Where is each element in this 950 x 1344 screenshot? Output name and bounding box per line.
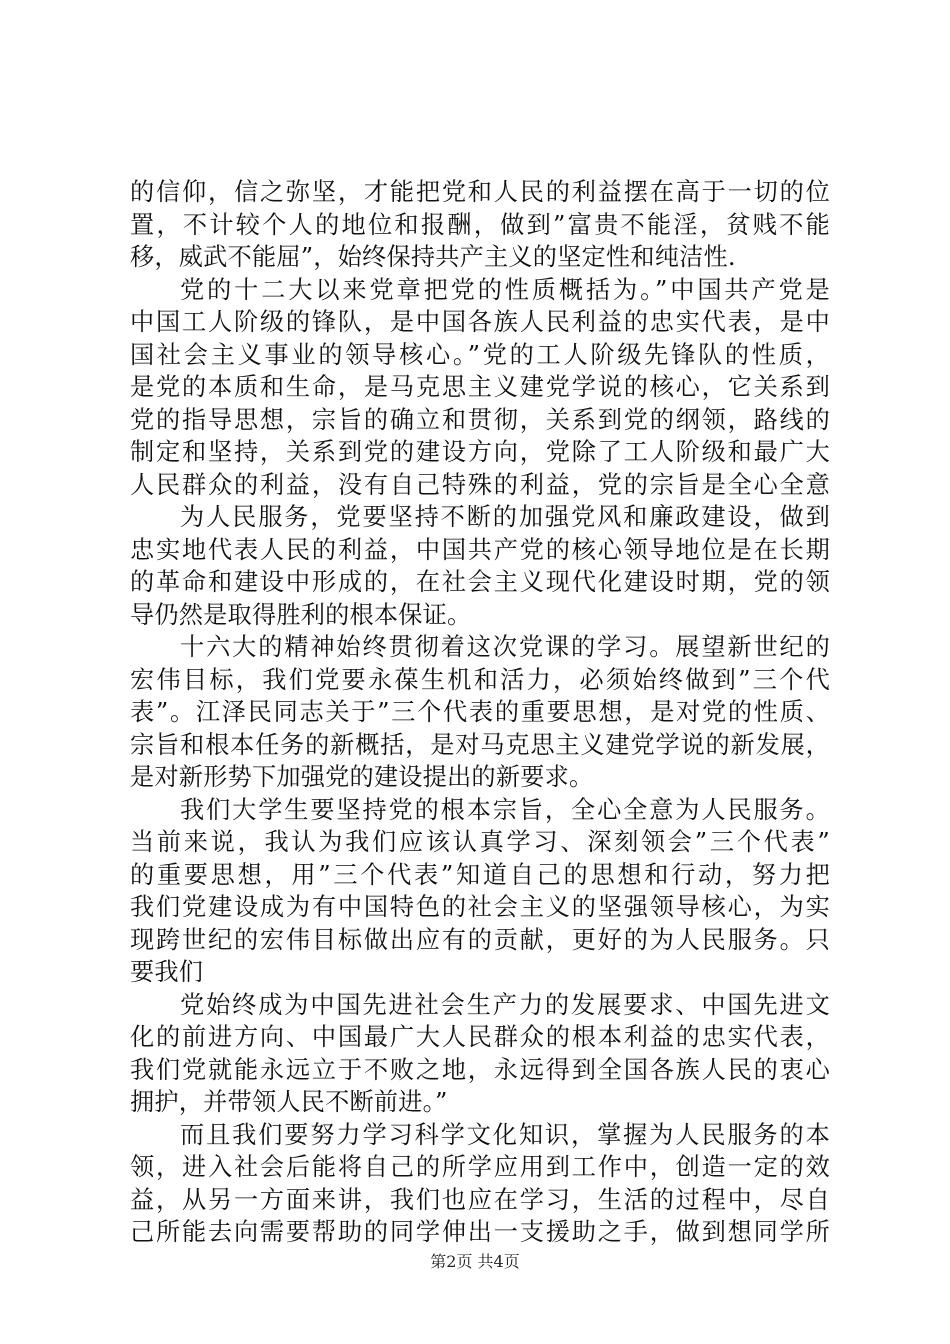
text-line: 移，威武不能屈”，始终保持共产主义的坚定性和纯洁性. <box>130 243 736 271</box>
text-line: 人民群众的利益，没有自己特殊的利益，党的宗旨是全心全意 <box>130 470 830 499</box>
page-number-label: 第2页 共4页 <box>430 1252 520 1271</box>
text-line: 我们党建设成为有中国特色的社会主义的坚强领导核心，为实 <box>130 893 830 921</box>
text-line: 要我们 <box>130 958 204 986</box>
text-line: 中国工人阶级的锋队，是中国各族人民利益的忠实代表，是中 <box>130 308 830 336</box>
text-line: 置，不计较个人的地位和报酬，做到”富贵不能淫，贫贱不能 <box>130 210 830 239</box>
text-line: 的重要思想，用”三个代表”知道自己的思想和行动，努力把 <box>130 860 830 889</box>
page-footer <box>0 1251 950 1273</box>
text-line: 国社会主义事业的领导核心。”党的工人阶级先锋队的性质， <box>130 340 830 369</box>
text-line: 表”。江泽民同志关于”三个代表的重要思想，是对党的性质、 <box>130 698 830 726</box>
text-line: 拥护，并带领人民不断前进。” <box>130 1088 448 1116</box>
text-line: 忠实地代表人民的利益，中国共产党的核心领导地位是在长期 <box>130 535 830 564</box>
text-line: 是对新形势下加强党的建设提出的新要求。 <box>130 763 594 791</box>
document-body <box>130 176 830 1249</box>
text-line: 我们党就能永远立于不败之地，永远得到全国各族人民的衷心 <box>130 1055 830 1084</box>
text-line: 己所能去向需要帮助的同学伸出一支援助之手，做到想同学所 <box>130 1218 830 1246</box>
text-line: 宗旨和根本任务的新概括，是对马克思主义建党学说的新发展， <box>130 730 830 759</box>
text-line: 为人民服务，党要坚持不断的加强党风和廉政建设，做到 <box>180 503 830 531</box>
text-line: 的信仰，信之弥坚，才能把党和人民的利益摆在高于一切的位 <box>130 178 830 206</box>
text-line: 益，从另一方面来讲，我们也应在学习，生活的过程中，尽自 <box>130 1185 830 1214</box>
text-line: 十六大的精神始终贯彻着这次党课的学习。展望新世纪的 <box>180 633 830 661</box>
text-line: 当前来说，我认为我们应该认真学习、深刻领会”三个代表” <box>130 828 830 856</box>
text-line: 而且我们要努力学习科学文化知识，掌握为人民服务的本 <box>180 1120 830 1149</box>
text-line: 的革命和建设中形成的，在社会主义现代化建设时期，党的领 <box>130 568 830 596</box>
text-line: 党始终成为中国先进社会生产力的发展要求、中国先进文 <box>180 990 830 1019</box>
text-line: 党的十二大以来党章把党的性质概括为。”中国共产党是 <box>180 275 830 304</box>
text-line: 导仍然是取得胜利的根本保证。 <box>130 600 472 629</box>
text-line: 宏伟目标，我们党要永葆生机和活力，必须始终做到”三个代 <box>130 665 830 694</box>
text-line: 我们大学生要坚持党的根本宗旨，全心全意为人民服务。 <box>180 795 830 824</box>
text-line: 化的前进方向、中国最广大人民群众的根本利益的忠实代表， <box>130 1023 830 1051</box>
text-line: 制定和坚持，关系到党的建设方向，党除了工人阶级和最广大 <box>130 438 830 466</box>
text-line: 是党的本质和生命，是马克思主义建党学说的核心，它关系到 <box>130 373 830 401</box>
text-line: 党的指导思想，宗旨的确立和贯彻，关系到党的纲领，路线的 <box>130 405 830 434</box>
text-line: 领，进入社会后能将自己的所学应用到工作中，创造一定的效 <box>130 1153 830 1181</box>
text-line: 现跨世纪的宏伟目标做出应有的贡献，更好的为人民服务。只 <box>130 925 830 954</box>
